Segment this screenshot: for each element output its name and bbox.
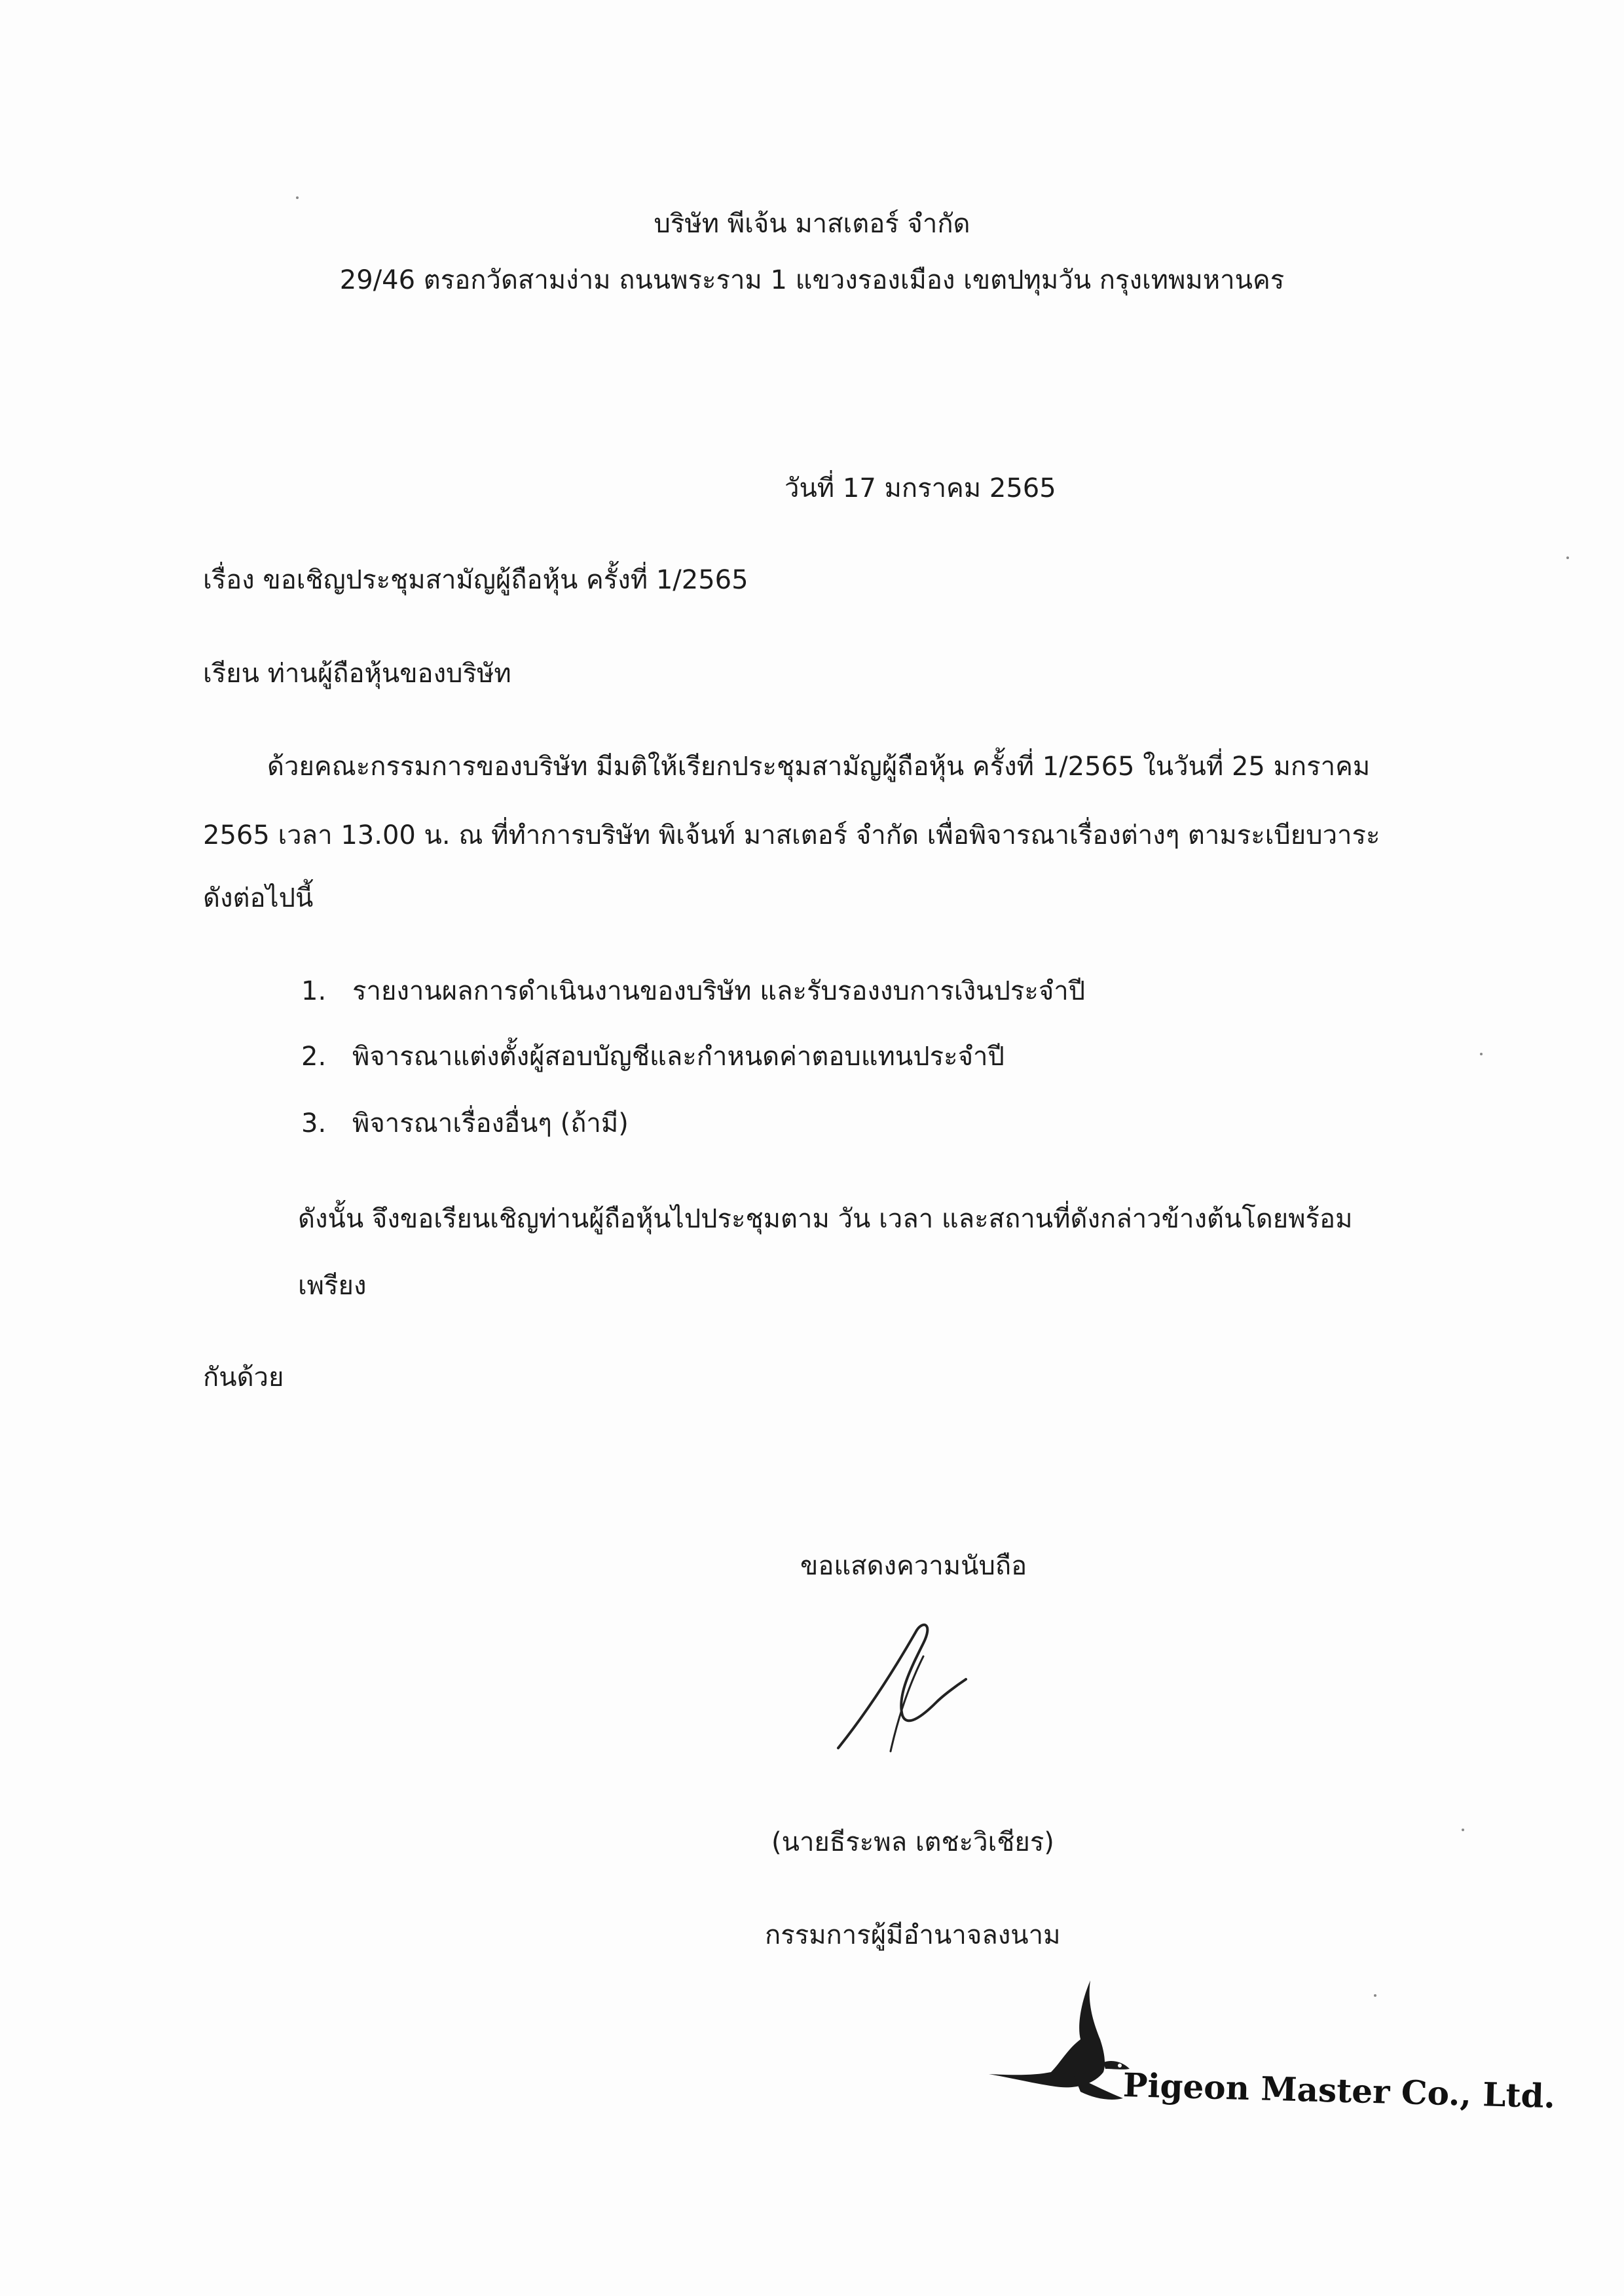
company-address: 29/46 ตรอกวัดสามง่าม ถนนพระราม 1 แขวงรองเมือง เขตปทุมวัน กรุงเทพมหานคร [339,265,1285,295]
signer-title: กรรมการผู้มีอำนาจลงนาม [765,1920,1061,1950]
scan-speck [1374,1994,1376,1997]
agenda-number: 1. [301,976,327,1006]
agenda-number: 2. [301,1042,327,1072]
agenda-item: รายงานผลการดำเนินงานของบริษัท และรับรองงบการเงินประจำปี [352,976,1086,1006]
closing-line-3: กันด้วย [203,1362,284,1393]
company-stamp [989,1977,1556,2128]
agenda-number: 3. [301,1108,327,1139]
agenda-item: พิจารณาเรื่องอื่นๆ (ถ้ามี) [352,1108,629,1139]
body-line-2: 2565 เวลา 13.00 น. ณ ที่ทำการบริษัท พิเจ้นท์ มาสเตอร์ จำกัด เพื่อพิจารณาเรื่องต่างๆ ตามระเบียบวาระ [203,820,1380,850]
scan-speck [1566,556,1569,559]
closing-line-2: เพรียง [298,1271,367,1301]
company-name: บริษัท พีเจ้น มาสเตอร์ จำกัด [654,209,970,239]
date-line: วันที่ 17 มกราคม 2565 [784,473,1056,503]
scan-speck [1462,1829,1464,1831]
subject-line: เรื่อง ขอเชิญประชุมสามัญผู้ถือหุ้น ครั้งที่ 1/2565 [203,565,748,595]
stamp-text: Pigeon Master Co., Ltd. [1122,2066,1556,2116]
scan-speck [1480,1053,1483,1055]
closing-line-1: ดังนั้น จึงขอเรียนเชิญท่านผู้ถือหุ้นไปประชุมตาม วัน เวลา และสถานที่ดังกล่าวข้างต้นโดยพร้อม [298,1204,1353,1234]
signer-name: (นายธีระพล เตชะวิเชียร) [771,1827,1054,1857]
recipient-line: เรียน ท่านผู้ถือหุ้นของบริษัท [203,659,511,689]
body-line-3: ดังต่อไปนี้ [203,883,314,913]
regards-line: ขอแสดงความนับถือ [800,1551,1027,1581]
agenda-item: พิจารณาแต่งตั้งผู้สอบบัญชีและกำหนดค่าตอบแทนประจำปี [352,1042,1005,1072]
pigeon-icon [989,1977,1139,2128]
body-line-1: ด้วยคณะกรรมการของบริษัท มีมติให้เรียกประชุมสามัญผู้ถือหุ้น ครั้งที่ 1/2565 ในวันที่ 25 มกราคม [267,752,1371,782]
scan-speck [296,196,299,199]
signature-mark [825,1617,969,1755]
